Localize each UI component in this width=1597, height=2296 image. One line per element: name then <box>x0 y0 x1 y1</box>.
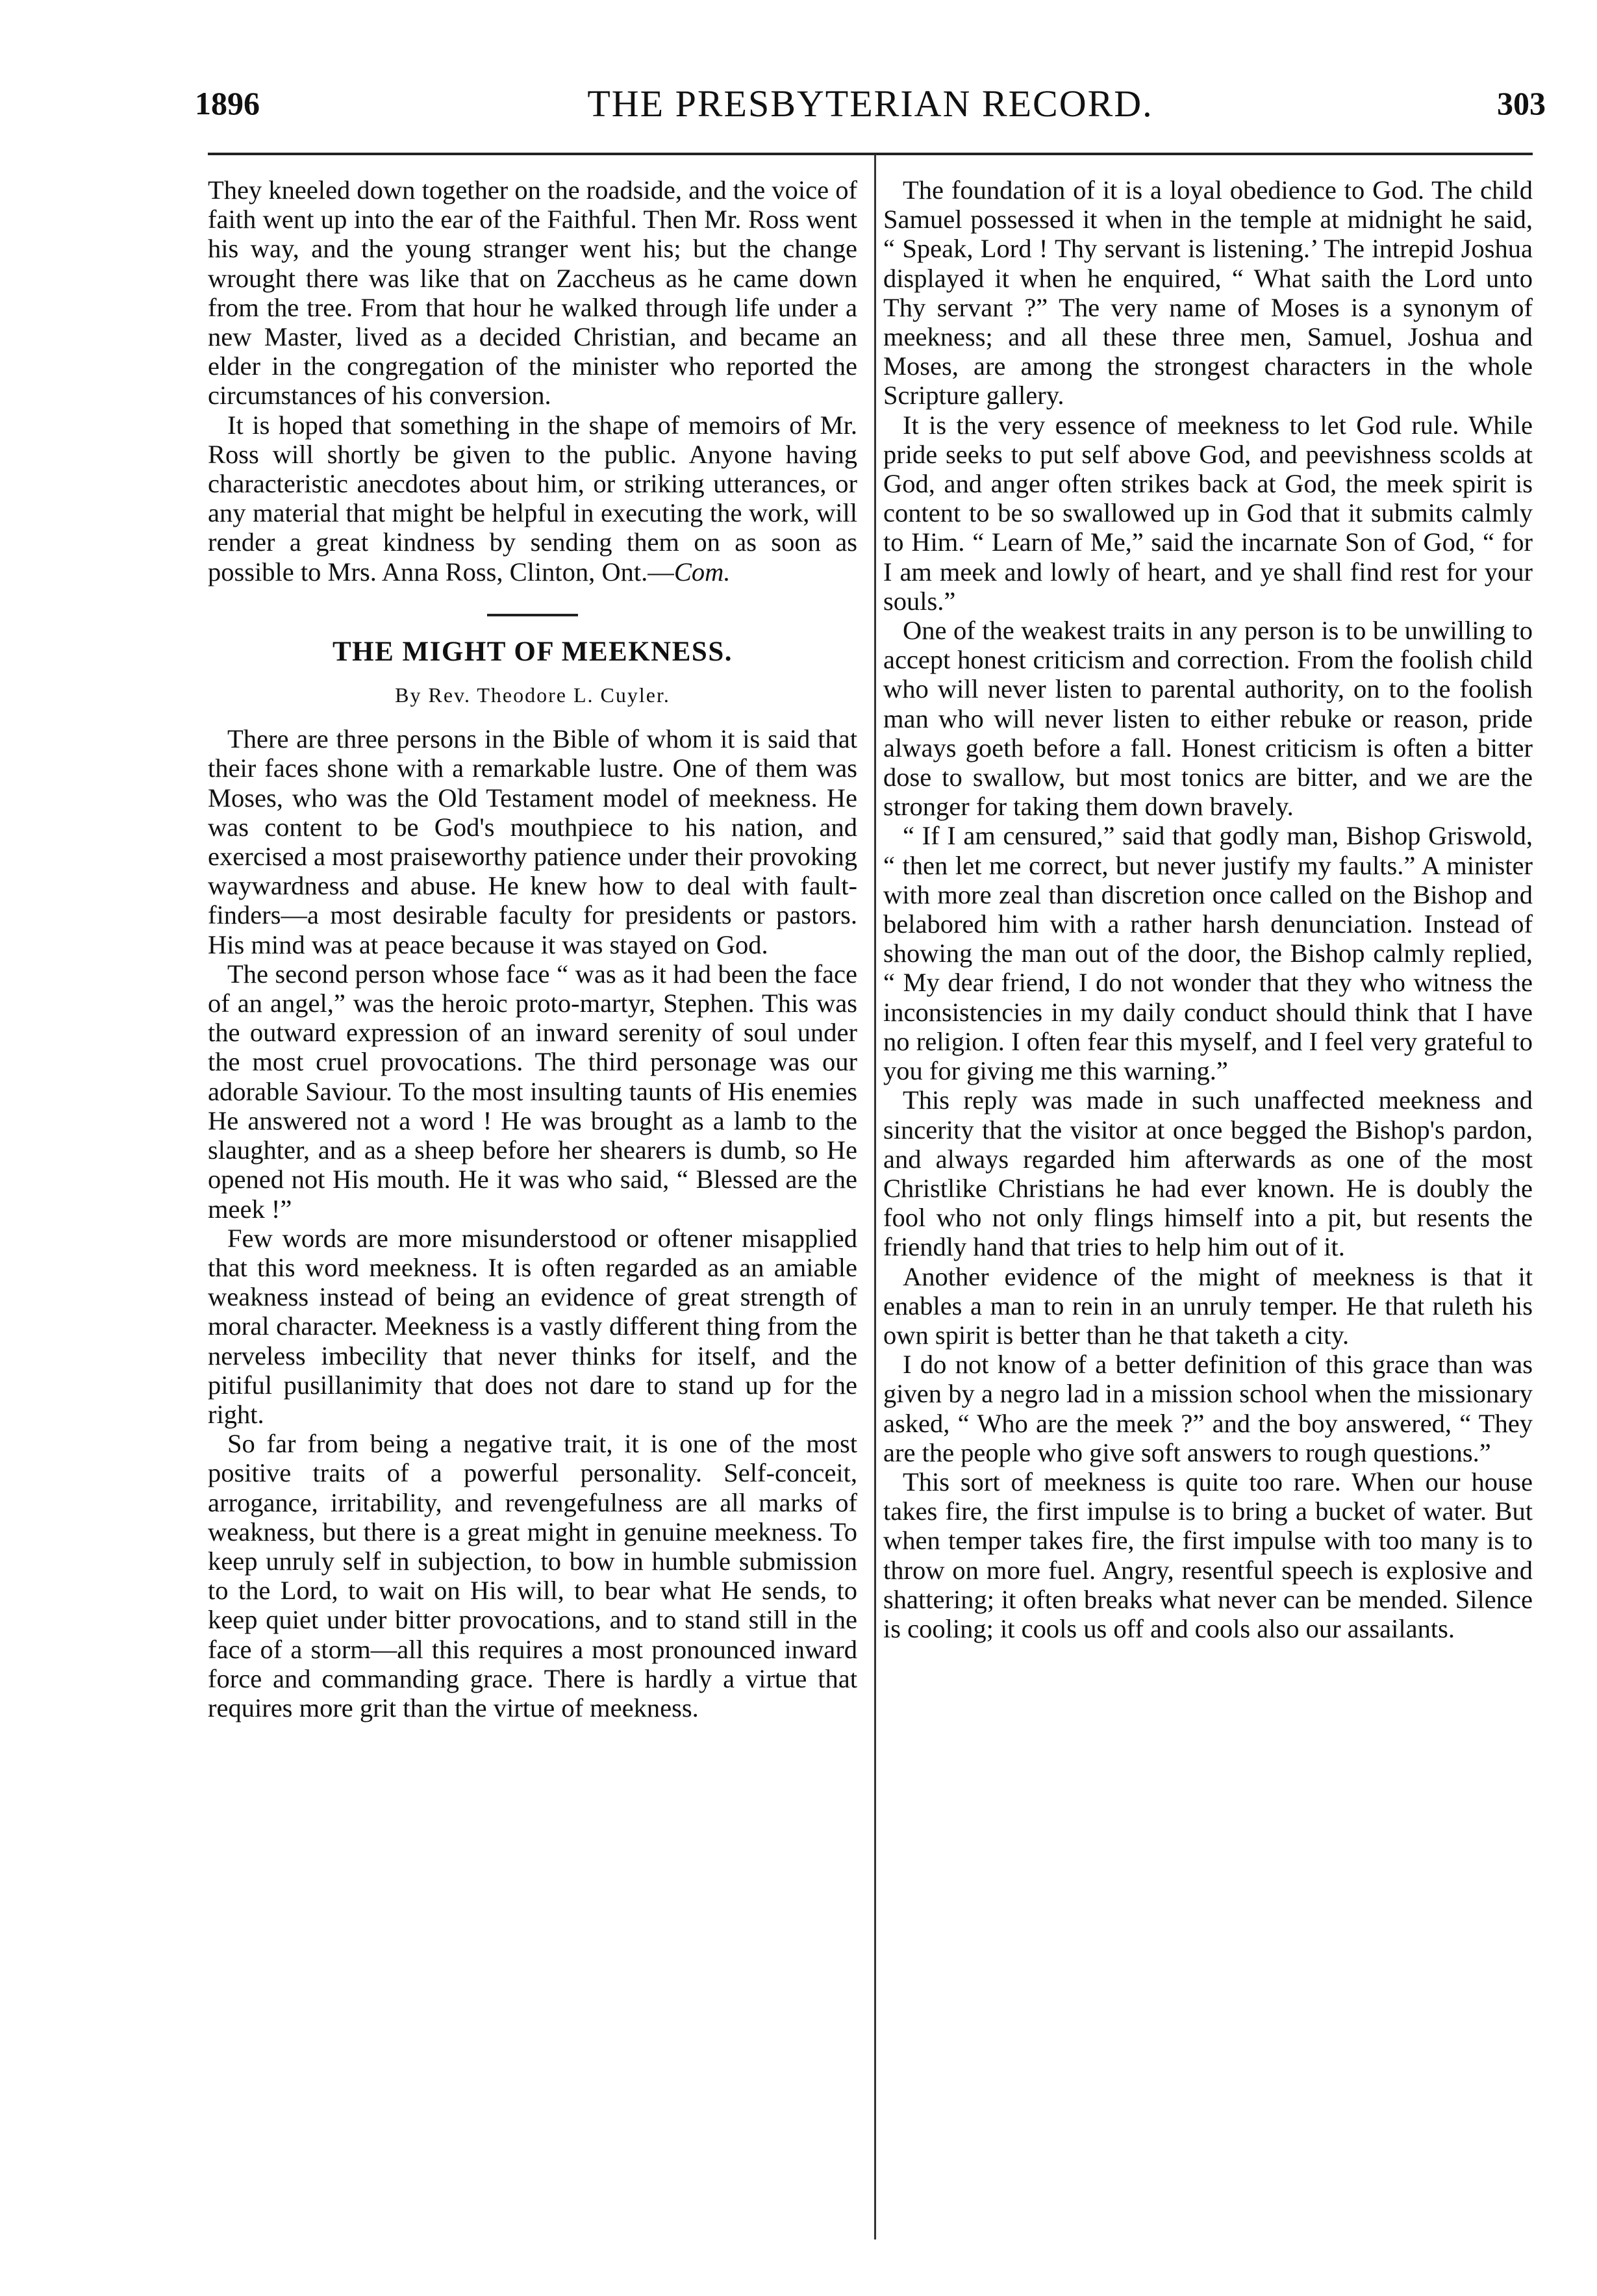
header-year: 1896 <box>195 85 260 121</box>
section-divider <box>487 614 578 616</box>
paragraph: Few words are more misunderstood or oftener misapplied that this word meekness. It is often regarded as an amiable weakness instead of being an evidence of great strength of moral character. Meekness is a vastly different thing from the nerveless imbecility that never thinks for itself, and the pitiful pusillanimity that does not dare to stand up for the right. <box>208 1223 857 1429</box>
paragraph: So far from being a negative trait, it is one of the most positive traits of a powerful personality. Self-conceit, arrogance, irritability, and revengefulness are all marks of weakness, but there is a great might in genuine meekness. To keep unruly self in subjection, to bow in humble submission to the Lord, to wait on His will, to bear what He sends, to keep quiet under bitter provocations, and to stand still in the face of a storm—all this requires a most pronounced inward force and commanding grace. There is hardly a virtue that requires more grit than the virtue of meekness. <box>208 1429 857 1722</box>
publication-title: THE PRESBYTERIAN RECORD. <box>587 82 1153 125</box>
page-number: 303 <box>1497 85 1546 121</box>
paragraph: Another evidence of the might of meekness is that it enables a man to rein in an unruly temper. He that ruleth his own spirit is better than he that taketh a city. <box>883 1261 1533 1350</box>
paragraph: This reply was made in such unaffected meekness and sincerity that the visitor at once begged the Bishop's pardon, and always regarded him afterwards as one of the most Christlike Christians he had ever known. He is doubly the fool who not only flings himself into a pit, but resents the friendly hand that tries to help him out of it. <box>883 1085 1533 1262</box>
paragraph-text: It is hoped that something in the shape of memoirs of Mr. Ross will shortly be given to the public. Anyone having characteristic anecdotes about him, or striking utterances, or any material that might be helpful in executing the work, will render a great kindness by sending them on as soon as possible to Mrs. Anna Ross, Clinton, Ont.— <box>208 410 857 587</box>
paragraph: It is the very essence of meekness to let God rule. While pride seeks to put self above God, and peevishness scolds at God, and anger often strikes back at God, the meek spirit is content to be so swallowed up in God that it submits calmly to Him. “ Learn of Me,” said the incarnate Son of God, “ for I am meek and lowly of heart, and ye shall find rest for your souls.” <box>883 410 1533 616</box>
paragraph: “ If I am censured,” said that godly man, Bishop Griswold, “ then let me correct, but never justify my faults.” A minister with more zeal than discretion once called on the Bishop and belabored him with a rather harsh denunciation. Instead of showing the man out of the door, the Bishop calmly replied, “ My dear friend, I do not wonder that they who witness the inconsistencies in my daily conduct should think that I have no religion. I often fear this myself, and I feel very grateful to you for giving me this warning.” <box>883 821 1533 1086</box>
left-column <box>208 175 857 1722</box>
page-header <box>195 78 1546 136</box>
paragraph: There are three persons in the Bible of whom it is said that their faces shone with a remarkable lustre. One of them was Moses, who was the Old Testament model of meekness. He was content to be God's mouthpiece to his nation, and exercised a most praiseworthy patience under their provoking waywardness and abuse. He knew how to deal with fault-finders—a most desirable faculty for presidents or pastors. His mind was at peace because it was stayed on God. <box>208 724 857 959</box>
byline: By Rev. Theodore L. Cuyler. <box>395 683 670 707</box>
signature: Com. <box>673 557 731 587</box>
paragraph: I do not know of a better definition of this grace than was given by a negro lad in a mission school when the missionary asked, “ Who are the meek ?” and the boy answered, “ They are the people who give soft answers to rough questions.” <box>883 1350 1533 1467</box>
header-rule <box>208 153 1533 155</box>
paragraph: One of the weakest traits in any person is to be unwilling to accept honest criticism and correction. From the foolish child who will never listen to parental authority, on to the foolish man who will never listen to either rebuke or reason, pride always goeth before a fall. Honest criticism is often a bitter dose to swallow, but most tonics are bitter, and we are the stronger for taking them down bravely. <box>883 616 1533 822</box>
paragraph <box>208 410 857 587</box>
paragraph: This sort of meekness is quite too rare. When our house takes fire, the first impulse is to bring a bucket of water. But when temper takes fire, the first impulse with too many is to throw on more fuel. Angry, resentful speech is explosive and shattering; it often breaks what never can be mended. Silence is cooling; it cools us off and cools also our assailants. <box>883 1467 1533 1643</box>
paragraph: The foundation of it is a loyal obedience to God. The child Samuel possessed it when in the temple at midnight he said, “ Speak, Lord ! Thy servant is listening.’ The intrepid Joshua displayed it when he enquired, “ What saith the Lord unto Thy servant ?” The very name of Moses is a synonym of meekness; and all these three men, Samuel, Joshua and Moses, are among the strongest characters in the whole Scripture gallery. <box>883 175 1533 410</box>
paragraph: They kneeled down together on the roadside, and the voice of faith went up into the ear of the Faithful. Then Mr. Ross went his way, and the young stranger went his; but the change wrought there was like that on Zaccheus as he came down from the tree. From that hour he walked through life under a new Master, lived as a decided Christian, and became an elder in the congregation of the minister who reported the circumstances of his conversion. <box>208 175 857 410</box>
column-divider <box>874 155 876 2239</box>
article-title: THE MIGHT OF MEEKNESS. <box>333 636 733 667</box>
paragraph: The second person whose face “ was as it had been the face of an angel,” was the heroic proto-martyr, Stephen. This was the outward expression of an inward serenity of soul under the most cruel provocations. The third personage was our adorable Saviour. To the most insulting taunts of His enemies He answered not a word ! He was brought as a lamb to the slaughter, and as a sheep before her shearers is dumb, so He opened not His mouth. He it was who said, “ Blessed are the meek !” <box>208 959 857 1224</box>
right-column <box>883 175 1533 1643</box>
